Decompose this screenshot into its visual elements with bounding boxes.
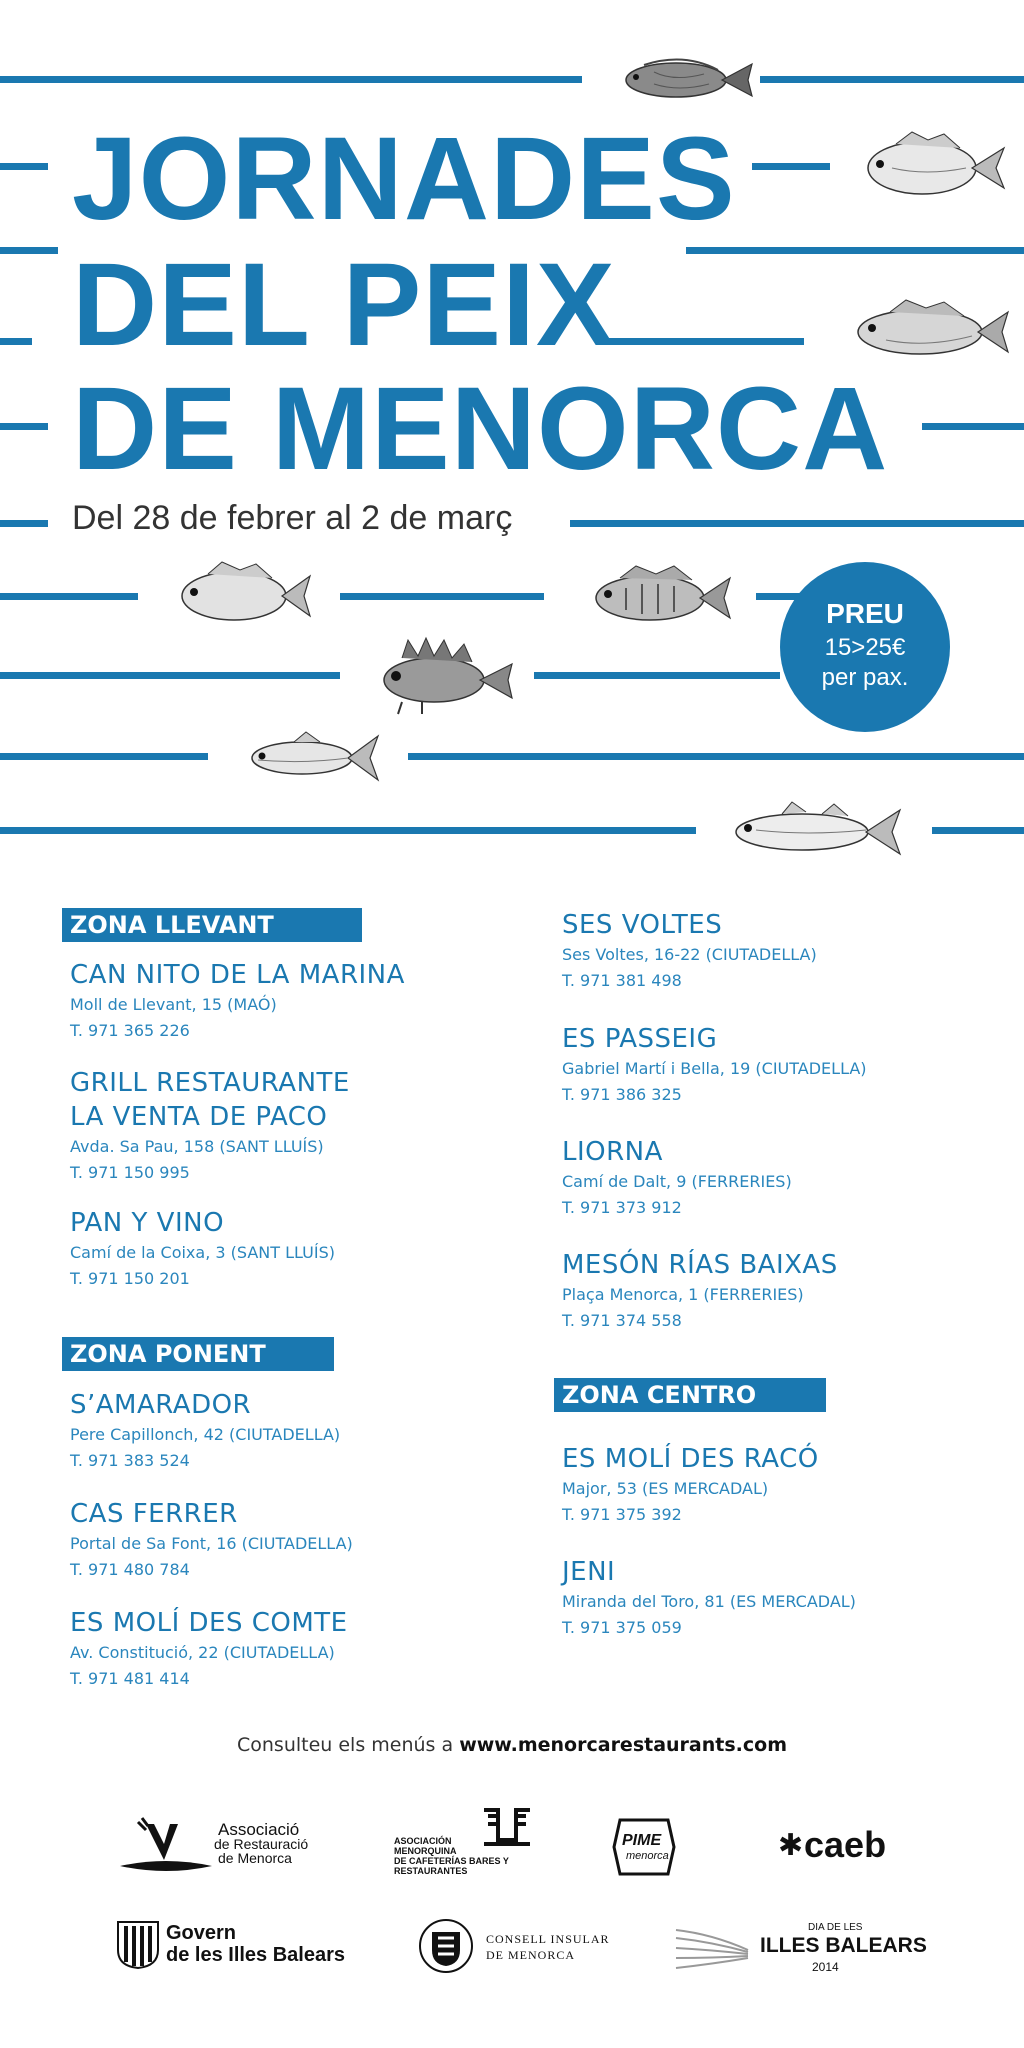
fish-illustration-amberjack [244, 724, 380, 788]
stripe [752, 163, 830, 170]
restaurant-pan-y-vino [70, 1206, 335, 1292]
restaurant-es-moli-des-raco [562, 1442, 819, 1528]
fish-illustration-scorpionfish [372, 636, 514, 716]
restaurant-name: ES MOLÍ DES COMTE [70, 1608, 348, 1638]
restaurant-phone: T. 971 373 912 [562, 1198, 682, 1217]
restaurant-address: Major, 53 (ES MERCADAL) [562, 1479, 769, 1498]
fish-illustration-seabass [726, 798, 902, 864]
logo-text-line3: DE CAFETERÍAS BARES Y [394, 1856, 509, 1866]
restaurant-address: Moll de Llevant, 15 (MAÓ) [70, 995, 277, 1014]
stripe [0, 593, 138, 600]
logo-dia-illes-balears [672, 1916, 927, 1980]
logo-text-line4: RESTAURANTES [394, 1866, 468, 1876]
event-dates: Del 28 de febrer al 2 de març [72, 499, 513, 537]
restaurant-es-passeig [562, 1022, 867, 1108]
restaurant-name: PAN Y VINO [70, 1208, 225, 1238]
pime-sub-text: menorca [626, 1850, 669, 1862]
restaurant-phone: T. 971 386 325 [562, 1085, 682, 1104]
dia-text-line3: 2014 [812, 1960, 839, 1974]
menorquina-emblem-icon [476, 1806, 536, 1846]
price-range: 15>25€ [824, 634, 906, 661]
fish-illustration-grouper [846, 294, 1010, 364]
stripe [760, 76, 1024, 83]
fish-illustration-wrasse [614, 52, 754, 108]
logo-caeb [778, 1824, 918, 1868]
restaurant-name: S’AMARADOR [70, 1390, 252, 1420]
restaurant-address: Av. Constitució, 22 (CIUTADELLA) [70, 1643, 335, 1662]
caeb-text: caeb [804, 1824, 887, 1865]
price-badge [780, 562, 950, 732]
consell-text-line2: DE MENORCA [486, 1948, 576, 1962]
caeb-star-icon: ✱ [778, 1829, 804, 1862]
restaurant-liorna [562, 1135, 792, 1221]
restaurant-name: ES PASSEIG [562, 1024, 718, 1054]
restaurant-name: JENI [562, 1557, 616, 1587]
restauracio-emblem-icon [116, 1816, 216, 1876]
stripe [0, 163, 48, 170]
restaurant-meson-rias-baixas [562, 1248, 838, 1334]
pime-text: PIME [622, 1832, 662, 1849]
restaurant-name: MESÓN RÍAS BAIXAS [562, 1250, 838, 1280]
restaurant-phone: T. 971 375 392 [562, 1505, 682, 1524]
stripe [534, 672, 780, 679]
footer-url-link[interactable]: www.menorcarestaurants.com [459, 1734, 788, 1756]
restaurant-phone: T. 971 481 414 [70, 1669, 190, 1688]
stripe [0, 672, 340, 679]
stripe [0, 520, 48, 527]
fish-illustration-comber [586, 560, 732, 632]
footer-note [0, 1734, 1024, 1756]
restaurant-grill-venta-paco [70, 1066, 350, 1186]
logo-asociacion-menorquina [392, 1806, 532, 1878]
title-line-1: JORNADES [72, 113, 736, 245]
dia-wave-icon [672, 1920, 752, 1976]
logo-consell-insular [418, 1918, 638, 1976]
restaurant-phone: T. 971 150 995 [70, 1163, 190, 1182]
footer-text: Consulteu els menús a [236, 1734, 454, 1756]
consell-text-line1: CONSELL INSULAR [486, 1932, 610, 1946]
govern-shield-icon [116, 1920, 160, 1970]
dia-text-line2: ILLES BALEARS [760, 1934, 927, 1957]
restaurant-phone: T. 971 365 226 [70, 1021, 190, 1040]
restaurant-es-moli-des-comte [70, 1606, 348, 1692]
stripe [932, 827, 1024, 834]
restaurant-address: Camí de la Coixa, 3 (SANT LLUÍS) [70, 1243, 335, 1262]
stripe [408, 753, 1024, 760]
govern-text-line1: Govern [166, 1922, 237, 1944]
restaurant-address: Portal de Sa Font, 16 (CIUTADELLA) [70, 1534, 353, 1553]
fish-illustration-dentex [172, 560, 312, 632]
restaurant-address: Camí de Dalt, 9 (FERRERIES) [562, 1172, 792, 1191]
restaurant-address: Gabriel Martí i Bella, 19 (CIUTADELLA) [562, 1059, 867, 1078]
title-line-3: DE MENORCA [72, 363, 889, 495]
restaurant-phone: T. 971 383 524 [70, 1451, 190, 1470]
restaurant-name-line1: GRILL RESTAURANTE [70, 1068, 350, 1098]
restaurant-can-nito [70, 958, 405, 1044]
restaurant-name: LIORNA [562, 1137, 663, 1167]
restaurant-ses-voltes [562, 908, 817, 994]
logo-text-line3: de Menorca [218, 1850, 292, 1866]
title-line-2: DEL PEIX [72, 239, 616, 371]
restaurant-address: Ses Voltes, 16-22 (CIUTADELLA) [562, 945, 817, 964]
zone-label: ZONA LLEVANT [62, 908, 362, 942]
restaurant-phone: T. 971 375 059 [562, 1618, 682, 1637]
restaurant-address: Pere Capillonch, 42 (CIUTADELLA) [70, 1425, 341, 1444]
logo-text-line2: de Restauració [214, 1836, 309, 1852]
stripe [340, 593, 544, 600]
restaurant-samarador [70, 1388, 340, 1474]
zone-label: ZONA CENTRO [554, 1378, 826, 1412]
restaurant-phone: T. 971 150 201 [70, 1269, 190, 1288]
restaurant-address: Miranda del Toro, 81 (ES MERCADAL) [562, 1592, 856, 1611]
stripe [600, 338, 804, 345]
stripe [0, 247, 58, 254]
restaurant-name: CAN NITO DE LA MARINA [70, 960, 405, 990]
consell-emblem-icon [418, 1918, 474, 1974]
price-label: PREU [826, 598, 904, 629]
stripe [570, 520, 1024, 527]
restaurant-name-line2: LA VENTA DE PACO [70, 1102, 328, 1132]
restaurant-name: CAS FERRER [70, 1499, 238, 1529]
fish-illustration-seabream [856, 128, 1006, 208]
restaurant-jeni [562, 1555, 856, 1641]
stripe [0, 423, 48, 430]
zone-label: ZONA PONENT [62, 1337, 334, 1371]
logo-text-line2: MENORQUINA [394, 1846, 457, 1856]
logo-text-line1: ASOCIACIÓN [394, 1836, 452, 1846]
restaurant-address: Avda. Sa Pau, 158 (SANT LLUÍS) [70, 1137, 324, 1156]
restaurant-phone: T. 971 381 498 [562, 971, 682, 990]
stripe [922, 423, 1024, 430]
stripe [0, 338, 32, 345]
price-unit: per pax. [821, 664, 909, 691]
stripe [0, 753, 208, 760]
dia-text-line1: DIA DE LES [808, 1922, 863, 1933]
restaurant-cas-ferrer [70, 1497, 353, 1583]
restaurant-name: SES VOLTES [562, 910, 723, 940]
stripe [686, 247, 1024, 254]
stripe [0, 76, 582, 83]
restaurant-address: Plaça Menorca, 1 (FERRERIES) [562, 1285, 804, 1304]
restaurant-name: ES MOLÍ DES RACÓ [562, 1444, 819, 1474]
logo-associacio-restauracio [116, 1816, 316, 1876]
stripe [0, 827, 696, 834]
restaurant-phone: T. 971 480 784 [70, 1560, 190, 1579]
logo-pime-menorca [610, 1816, 678, 1878]
logo-govern-illes-balears [116, 1920, 346, 1974]
restaurant-phone: T. 971 374 558 [562, 1311, 682, 1330]
govern-text-line2: de les Illes Balears [166, 1944, 346, 1966]
logo-text-line1: Associació [218, 1820, 300, 1839]
